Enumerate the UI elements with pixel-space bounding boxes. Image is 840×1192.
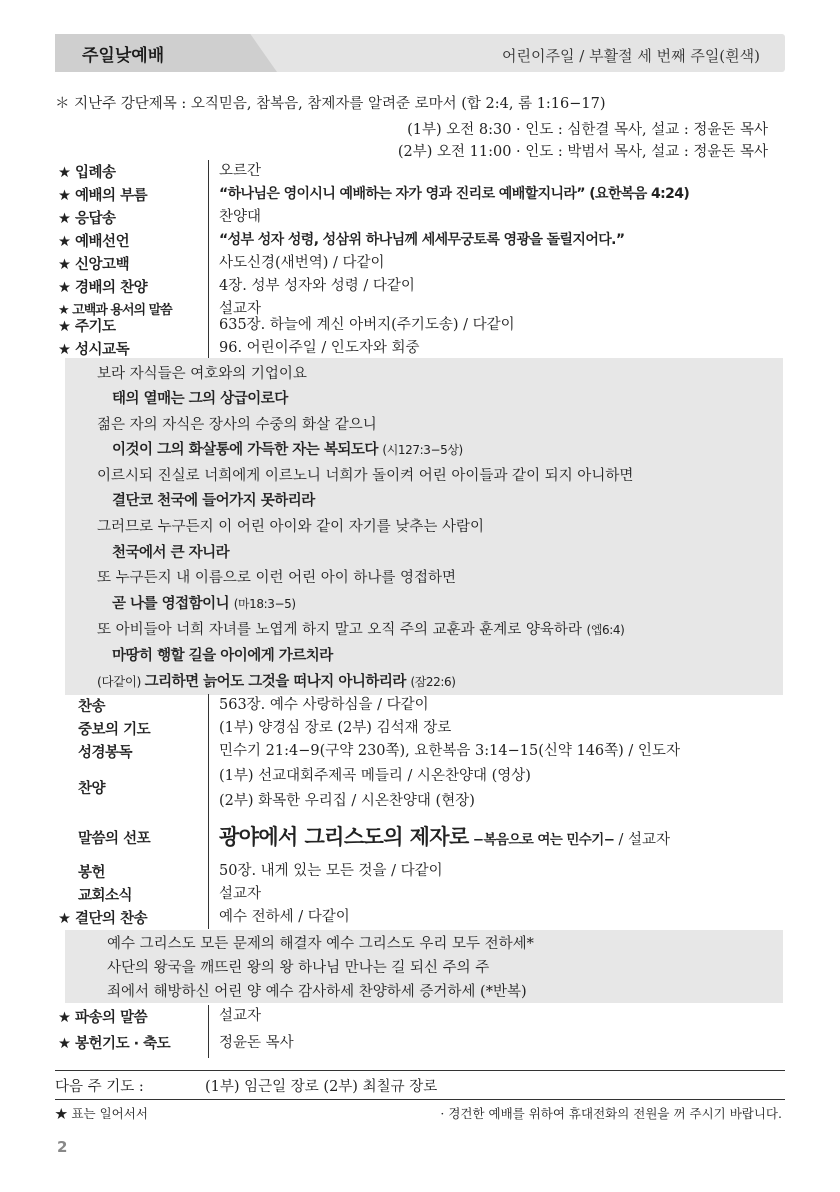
next-week-prayer-value: (1부) 임근일 장로 (2부) 최칠규 장로 [205,1079,438,1095]
order-value: 사도신경(새번역) / 다같이 [208,252,385,275]
divider [55,1099,785,1100]
order-label: ★ 파송의 말씀 [58,1010,148,1026]
reading-line-response: 결단코 천국에 들어가지 못하리라 [112,493,315,509]
order-row [58,883,778,906]
order-label: 찬양 [78,781,106,797]
order-row [58,717,778,740]
order-value: 96. 어린이주일 / 인도자와 회중 [208,337,419,360]
hymn-line: 사단의 왕국을 깨뜨린 왕의 왕 하나님 만나는 길 되신 주의 주 [107,960,490,976]
service-info: 어린이주일 / 부활절 세 번째 주일(흰색) [502,47,760,65]
order-value: 4장. 성부 성자와 성령 / 다같이 [208,275,415,298]
page-number: 2 [57,1138,68,1156]
sermon-title: 광야에서 그리스도의 제자로 [219,825,469,849]
reading-line: 이르시되 진실로 너희에게 이르노니 너희가 돌이켜 어린 아이들과 같이 되지 아니하면 [97,468,634,484]
order-label: ★ 결단의 찬송 [58,911,148,927]
order-label: ★ 성시교독 [58,342,130,358]
last-week-sermon: ＊ 지난주 강단제목 : 오직믿음, 참복음, 참제자를 알려준 로마서 (합 2:4, 롬 1:16−17) [55,96,606,112]
order-label: 중보의 기도 [78,722,151,738]
order-value: 오르간 [208,160,261,183]
order-row [58,275,778,298]
reading-line-together: (다같이) 그리하면 늙어도 그것을 떠나지 아니하리라 (잠22:6) [97,674,456,690]
reading-line-response: 천국에서 큰 자니라 [112,545,230,561]
order-value: 설교자 [208,298,261,321]
reading-line: 또 누구든지 내 이름으로 이런 어린 아이 하나를 영접하면 [97,570,457,586]
worship-declaration: “성부 성자 성령, 성삼위 하나님께 세세무궁토록 영광을 돌릴지어다.” [208,229,625,252]
reading-line-response: 마땅히 행할 길을 아이에게 가르치라 [112,648,333,664]
order-label: ★ 주기도 [58,319,116,335]
hymn-line: 죄에서 해방하신 어린 양 예수 감사하세 찬양하세 증거하세 (*반복) [107,984,527,1000]
order-label: ★ 신앙고백 [58,257,130,273]
order-value: 정윤돈 목사 [208,1028,294,1058]
phone-notice: · 경건한 예배를 위하여 휴대전화의 전원을 꺼 주시기 바랍니다. [440,1106,782,1121]
scripture-reference: (마18:3−5) [233,597,296,611]
scripture-reference: (엡6:4) [586,623,625,637]
order-label: 교회소식 [78,888,133,904]
reading-line: 보라 자식들은 여호와의 기업이요 [97,366,307,382]
order-row [58,815,778,860]
order-value: 635장. 하늘에 계신 아버지(주기도송) / 다같이 [208,314,515,337]
standing-note: ★ 표는 일어서서 [55,1106,148,1121]
order-value: 민수기 21:4−9(구약 230쪽), 요한복음 3:14−15(신약 146쪽) / 인도자 [208,740,680,763]
order-row [58,252,778,275]
reading-line: 젊은 자의 자식은 장사의 수중의 화살 같으니 [97,417,377,433]
order-label: ★ 예배의 부름 [58,188,148,204]
order-value: 설교자 [208,1005,261,1028]
divider [55,1070,785,1071]
order-value: 설교자 [208,883,261,906]
order-value: 50장. 내게 있는 모든 것을 / 다같이 [208,860,443,883]
call-to-worship: “하나님은 영이시니 예배하는 자가 영과 진리로 예배할지니라” (요한복음 4:24) [208,183,689,206]
order-value: 예수 전하세 / 다같이 [208,906,350,929]
order-row [58,740,778,763]
order-label: ★ 응답송 [58,211,116,227]
hymn-line: 예수 그리스도 모든 문제의 해결자 예수 그리스도 우리 모두 전하세* [107,936,534,952]
schedule-first-service: (1부) 오전 8:30 · 인도 : 심한결 목사, 설교 : 정윤돈 목사 [407,122,768,138]
order-label: 성경봉독 [78,745,133,761]
section-title: 주일낮예배 [82,46,165,66]
schedule-second-service: (2부) 오전 11:00 · 인도 : 박범서 목사, 설교 : 정윤돈 목사 [397,144,768,160]
order-label: 봉헌 [78,865,106,881]
order-row [58,906,778,929]
order-row [58,314,778,337]
order-value-multi: (1부) 선교대회주제곡 메들리 / 시온찬양대 (영상) (2부) 화목한 우리집 / 시온찬양대 (현장) [208,763,531,816]
reading-line: 그러므로 누구든지 이 어린 아이와 같이 자기를 낮추는 사람이 [97,519,485,535]
order-row [58,183,778,206]
order-row [58,694,778,717]
reading-line-response: 태의 열매는 그의 상급이로다 [112,391,288,407]
order-label: 말씀의 선포 [78,831,151,847]
order-row [58,160,778,183]
order-row [58,206,778,229]
order-label: ★ 예배선언 [58,234,130,250]
sermon-subtitle: −복음으로 여는 민수기− [468,832,619,848]
order-row [58,1028,778,1058]
scripture-reference: (시127:3−5상) [382,443,463,457]
order-label: ★ 경배의 찬양 [58,280,148,296]
next-week-prayer-label: 다음 주 기도 : [55,1079,144,1095]
order-label: ★ 고백과 용서의 말씀 [58,303,172,318]
order-value: 찬양대 [208,206,261,229]
reading-line-response: 곧 나를 영접함이니 (마18:3−5) [112,596,296,612]
scripture-reference: (잠22:6) [410,675,456,689]
order-row [58,1005,778,1028]
order-label: ★ 봉헌기도 · 축도 [58,1036,171,1052]
sermon-value: 광야에서 그리스도의 제자로 −복음으로 여는 민수기− / 설교자 [208,815,670,860]
order-row [58,337,778,360]
order-row [58,860,778,883]
reading-line-response: 이것이 그의 화살통에 가득한 자는 복되도다 (시127:3−5상) [112,442,463,458]
order-row [58,229,778,252]
order-value: (1부) 양경심 장로 (2부) 김석재 장로 [208,717,451,740]
order-label: 찬송 [78,699,106,715]
order-value: 563장. 예수 사랑하심을 / 다같이 [208,694,429,717]
order-label: ★ 입례송 [58,165,116,181]
reading-line: 또 아비들아 너희 자녀를 노엽게 하지 말고 오직 주의 교훈과 훈계로 양육하라 (엡6:4) [97,622,625,638]
order-row [58,763,778,815]
